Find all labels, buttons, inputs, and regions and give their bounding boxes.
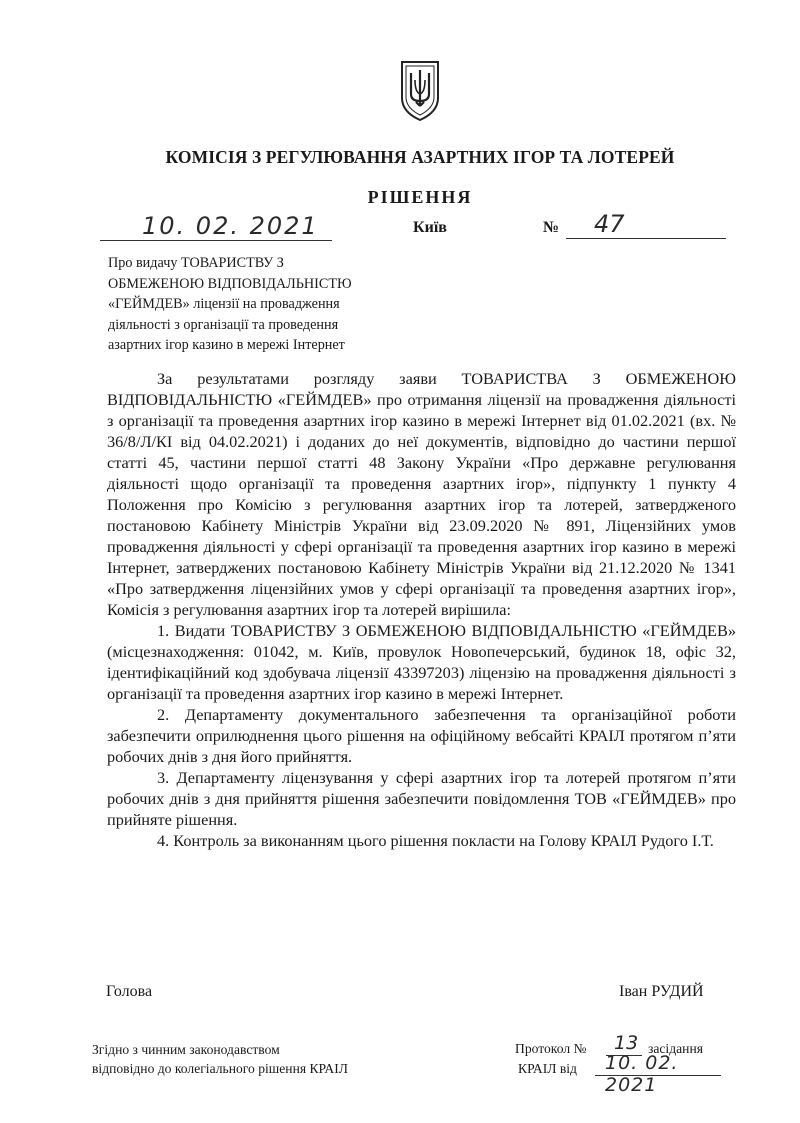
decision-number-field (566, 212, 726, 239)
handwritten-protocol-date: 10. 02. 2021 (605, 1052, 679, 1096)
commission-title: КОМІСІЯ З РЕГУЛЮВАННЯ АЗАРТНИХ ІГОР ТА ЛОТЕРЕЙ (165, 147, 675, 167)
subject-line: діяльності з організації та проведення (108, 316, 339, 333)
protocol-label: Протокол № (515, 1041, 587, 1056)
decision-body (107, 368, 736, 851)
protocol-reference (515, 1032, 740, 1096)
subject-line: Про видачу ТОВАРИСТВУ З (108, 255, 284, 271)
decision-item-1: 1. Видати ТОВАРИСТВУ З ОБМЕЖЕНОЮ ВІДПОВІДАЛЬНІСТЮ «ГЕЙМДЕВ» (місцезнаходження: 01042, м. Київ, провулок Новопечерський, будинок 18, офіс 32, ідентифікаційний код здобувача ліцензії 43397203) ліцензію на провадження діяльності з організації та проведення азартних ігор казино в мережі Інтернет. (107, 621, 736, 703)
footer-legal-note (92, 1040, 348, 1078)
signatory-name: Іван РУДИЙ (619, 983, 704, 1000)
number-sign: № (543, 219, 560, 236)
trident-emblem-icon (398, 58, 442, 122)
decision-item-4: 4. Контроль за виконанням цього рішення покласти на Голову КРАІЛ Рудого І.Т. (157, 831, 714, 850)
handwritten-number: 47 (594, 210, 625, 238)
handwritten-protocol-number: 13 (614, 1032, 639, 1054)
decision-date-field (100, 210, 332, 241)
handwritten-date: 10. 02. 2021 (142, 212, 319, 240)
krail-date-label: КРАІЛ від (518, 1061, 577, 1076)
city-label: Київ (413, 219, 447, 236)
decision-item-2: 2. Департаменту документального забезпечення та організаційної роботи забезпечити оприлюднення цього рішення на офіційному вебсайті КРАІЛ протягом п’яти робочих днів з дня його прийняття. (107, 705, 736, 766)
subject-line: ОБМЕЖЕНОЮ ВІДПОВІДАЛЬНІСТЮ (108, 275, 352, 292)
subject-line: азартних ігор казино в мережі Інтернет (108, 337, 345, 353)
meeting-label: засідання (648, 1041, 703, 1056)
decision-subject (108, 253, 408, 356)
document-type-title: РІШЕННЯ (367, 187, 473, 207)
decision-item-3: 3. Департаменту ліцензування у сфері азартних ігор та лотерей протягом п’яти робочих днів з дня прийняття рішення забезпечити повідомлення ТОВ «ГЕЙМДЕВ» про прийняте рішення. (107, 768, 736, 829)
footer-legal-line: відповідно до колегіального рішення КРАІЛ (92, 1061, 348, 1076)
footer-legal-line: Згідно з чинним законодавством (92, 1042, 280, 1057)
subject-line: «ГЕЙМДЕВ» ліцензії на провадження (108, 296, 340, 312)
protocol-date-field (595, 1052, 721, 1096)
signatory-title: Голова (106, 983, 153, 1000)
preamble-paragraph: За результатами розгляду заяви ТОВАРИСТВА З ОБМЕЖЕНОЮ ВІДПОВІДАЛЬНІСТЮ «ГЕЙМДЕВ» про отримання ліцензії на провадження діяльності з організації та проведення азартних ігор казино в мережі Інтернет від 01.02.2021 (вх. № 36/8/Л/КІ від 04.02.2021) і доданих до неї документів, відповідно до частини першої статті 45, частини першої статті 48 Закону України «Про державне регулювання діяльності щодо організації та проведення азартних ігор», підпункту 1 пункту 4 Положення про Комісію з регулювання азартних ігор та лотерей, затвердженого постановою Кабінету Міністрів України від 23.09.2020 № 891, Ліцензійних умов провадження діяльності у сфері організації та проведення азартних ігор казино в мережі Інтернет, затверджених постановою Кабінету Міністрів України від 21.12.2020 № 1341 «Про затвердження ліцензійних умов у сфері організації та проведення азартних ігор», Комісія з регулювання азартних ігор та лотерей вирішила: (107, 369, 736, 619)
